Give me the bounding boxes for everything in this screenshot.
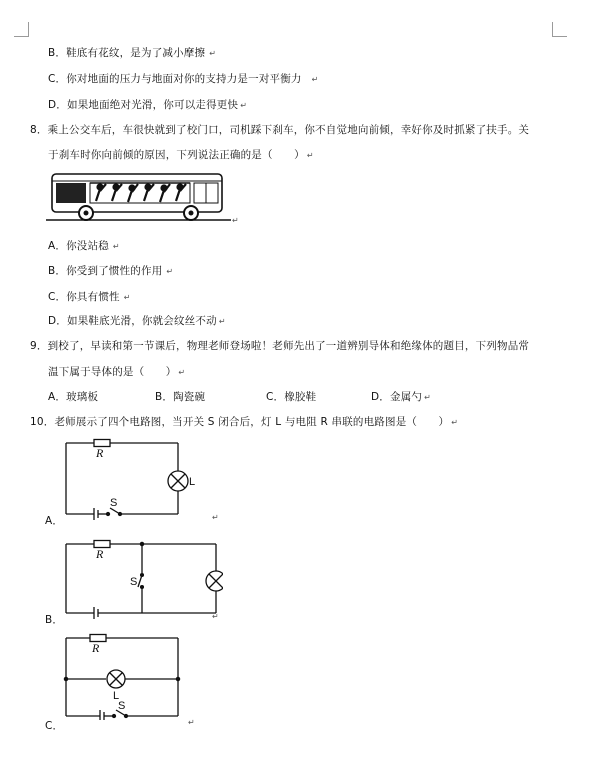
option-label: D． (371, 391, 390, 403)
question-text: 于刹车时你向前倾的原因，下列说法正确的是（ ） (48, 149, 305, 161)
prev-option-b (48, 45, 216, 60)
question-number: 8． (30, 124, 48, 136)
prev-option-c (48, 71, 319, 86)
q9-stem-line1 (30, 338, 529, 353)
option-label: B． (48, 47, 67, 59)
paragraph-mark: ↵ (166, 267, 174, 276)
question-text: 温下属于导体的是（ ） (48, 366, 177, 378)
option-text: 橡胶鞋 (284, 391, 317, 403)
switch-label: S (130, 576, 138, 588)
question-number: 10． (30, 416, 55, 428)
resistor-label: R (92, 641, 100, 655)
circuit-a-diagram (58, 438, 198, 520)
paragraph-mark: ↵ (209, 49, 217, 58)
circuit-a-option-label: A． (45, 515, 64, 527)
lamp-symbol (206, 571, 223, 591)
crop-mark-top-right (552, 22, 567, 37)
resistor-label: R (96, 446, 104, 460)
option-label: D． (48, 315, 67, 327)
circuit-b-diagram (58, 537, 223, 619)
question-text: 到校了，早读和第一节课后，物理老师登场啦！老师先出了一道辨别导体和绝缘体的题目，下列物品常 (47, 340, 530, 352)
paragraph-mark: ↵ (112, 242, 120, 251)
paragraph-mark: ↵ (240, 101, 248, 110)
q8-stem-line2 (48, 147, 314, 162)
option-label: B． (48, 265, 67, 277)
option-text: 鞋底有花纹，是为了减小摩擦 (66, 47, 206, 59)
q9-options-row (48, 389, 431, 404)
q8-option-b (48, 263, 173, 278)
q8-option-c (48, 289, 131, 304)
circuit-c-option-label: C． (45, 720, 64, 732)
q9-option-a (48, 389, 155, 404)
q9-option-b (155, 389, 266, 404)
paragraph-mark: ↵ (188, 718, 195, 727)
resistor-label: R (96, 547, 104, 561)
paragraph-mark: ↵ (178, 368, 186, 377)
question-number: 9． (30, 340, 48, 352)
q10-stem (30, 414, 458, 429)
q8-option-a (48, 238, 120, 253)
option-label: C． (48, 73, 67, 85)
q8-option-d (48, 313, 226, 328)
q9-option-c (266, 389, 371, 404)
paragraph-mark: ↵ (218, 317, 226, 326)
paragraph-mark: ↵ (451, 418, 459, 427)
option-label: C． (266, 391, 285, 403)
switch-label: S (110, 497, 118, 509)
question-text: 老师展示了四个电路图，当开关 S 闭合后，灯 L 与电阻 R 串联的电路图是（ ） (54, 416, 450, 428)
lamp-label: L (113, 690, 120, 702)
option-text: 陶瓷碗 (173, 391, 206, 403)
option-label: C． (48, 291, 67, 303)
q9-option-d (371, 391, 422, 403)
paragraph-mark: ↵ (311, 75, 319, 84)
option-text: 你对地面的压力与地面对你的支持力是一对平衡力 (66, 73, 302, 85)
option-label: A． (48, 240, 67, 252)
option-text: 金属勺 (390, 391, 423, 403)
paragraph-mark: ↵ (212, 612, 219, 621)
prev-option-d (48, 97, 247, 112)
option-text: 如果鞋底光滑，你就会纹丝不动 (67, 315, 217, 327)
paragraph-mark: ↵ (232, 216, 239, 225)
option-text: 你具有惯性 (66, 291, 120, 303)
q8-stem-line1 (30, 122, 529, 137)
switch-label: S (118, 700, 126, 712)
option-text: 你受到了惯性的作用 (66, 265, 163, 277)
option-label: D． (48, 99, 67, 111)
circuit-c-diagram (58, 632, 188, 720)
option-text: 你没站稳 (66, 240, 109, 252)
option-label: A． (48, 391, 67, 403)
lamp-label: L (189, 476, 196, 488)
bus-illustration (46, 171, 231, 223)
paragraph-mark: ↵ (123, 293, 131, 302)
crop-mark-top-left (14, 22, 29, 37)
question-text: 乘上公交车后，车很快就到了校门口，司机踩下刹车，你不自觉地向前倾，幸好你及时抓紧了扶手。关 (47, 124, 530, 136)
q9-stem-line2 (48, 364, 185, 379)
paragraph-mark: ↵ (212, 513, 219, 522)
circuit-b-option-label: B． (45, 614, 64, 626)
paragraph-mark: ↵ (424, 393, 432, 402)
option-text: 玻璃板 (66, 391, 99, 403)
option-label: B． (155, 391, 174, 403)
paragraph-mark: ↵ (306, 151, 314, 160)
option-text: 如果地面绝对光滑，你可以走得更快 (67, 99, 239, 111)
